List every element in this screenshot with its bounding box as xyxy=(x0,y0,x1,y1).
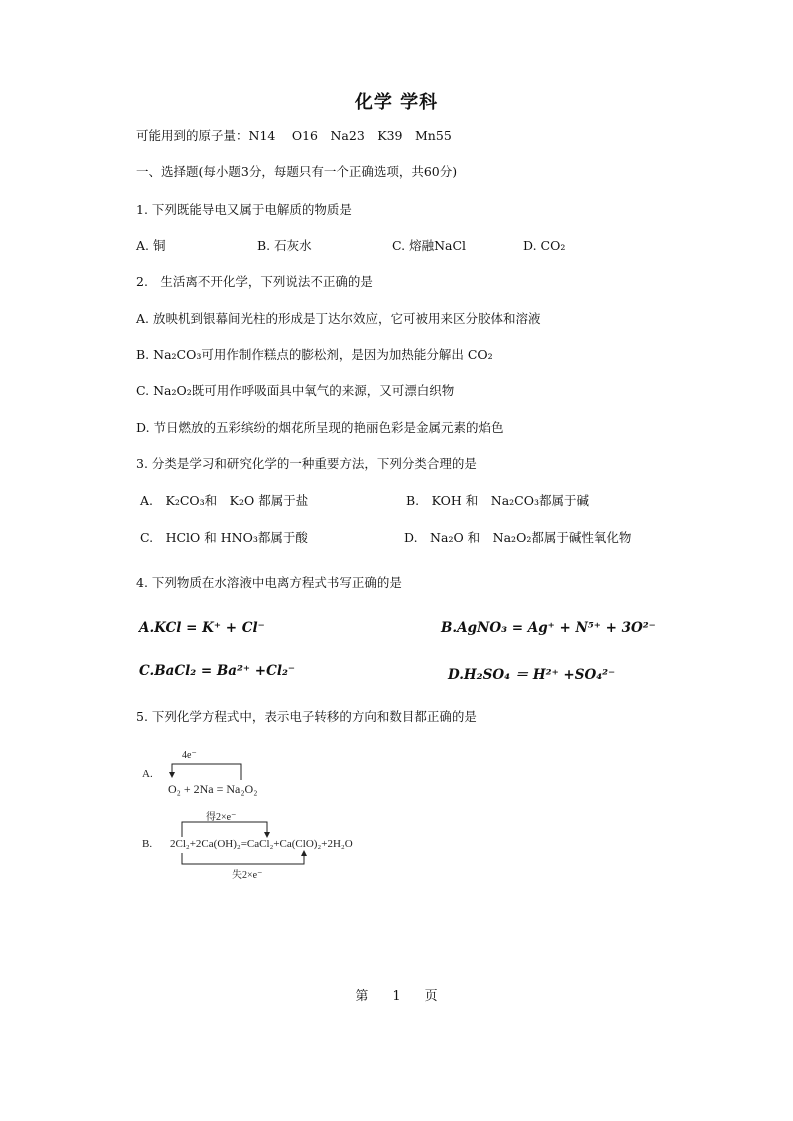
atomic-masses: 可能用到的原子量：N14 O16 Na23 K39 Mn55 xyxy=(136,128,452,143)
q4-option-b: B.AgNO₃ = Ag⁺ + N⁵⁺ + 3O²⁻ xyxy=(441,620,656,636)
q3-option-d: D. Na₂O 和 Na₂O₂都属于碱性氧化物 xyxy=(404,530,632,545)
footer-prefix: 第 xyxy=(355,989,369,1004)
q1-option-d: D. CO₂ xyxy=(523,238,566,253)
q4-stem: 4. 下列物质在水溶液中电离方程式书写正确的是 xyxy=(136,575,402,590)
q4-option-c: C.BaCl₂ = Ba²⁺ +Cl₂⁻ xyxy=(139,663,295,679)
q2-option-b: B. Na₂CO₃可用作制作糕点的膨松剂，是因为加热能分解出 CO₂ xyxy=(136,347,493,362)
q5-b-gain-label: 得2×e⁻ xyxy=(206,812,237,823)
footer-suffix: 页 xyxy=(424,989,438,1004)
q5-b-equation: 2Cl₂+2Ca(OH)₂=CaCl₂+Ca(ClO)₂+2H₂O xyxy=(170,838,353,850)
section-heading: 一、选择题(每小题3分，每题只有一个正确选项，共60分) xyxy=(136,164,458,179)
q5-a-label: A. xyxy=(142,768,153,780)
q5-option-a xyxy=(136,748,296,804)
q2-option-a: A. 放映机到银幕间光柱的形成是丁达尔效应，它可被用来区分胶体和溶液 xyxy=(136,311,541,326)
q1-stem: 1. 下列既能导电又属于电解质的物质是 xyxy=(136,202,352,217)
q3-option-a: A. K₂CO₃和 K₂O 都属于盐 xyxy=(140,493,309,508)
q4-option-a: A.KCl = K⁺ + Cl⁻ xyxy=(139,620,265,636)
q5-b-loss-label: 失2×e⁻ xyxy=(232,870,263,881)
page-number: 1 xyxy=(392,989,401,1004)
q4-option-d: D.H₂SO₄ ＝ H²⁺ +SO₄²⁻ xyxy=(448,667,616,683)
q2-stem: 2. 生活离不开化学，下列说法不正确的是 xyxy=(136,274,373,289)
q5-option-b xyxy=(136,806,376,881)
q3-stem: 3. 分类是学习和研究化学的一种重要方法，下列分类合理的是 xyxy=(136,456,477,471)
q2-option-d: D. 节日燃放的五彩缤纷的烟花所呈现的艳丽色彩是金属元素的焰色 xyxy=(136,420,504,435)
q5-stem: 5. 下列化学方程式中，表示电子转移的方向和数目都正确的是 xyxy=(136,709,477,724)
q1-option-b: B. 石灰水 xyxy=(257,238,312,253)
q2-option-c: C. Na₂O₂既可用作呼吸面具中氧气的来源，又可漂白织物 xyxy=(136,383,455,398)
q5-b-label: B. xyxy=(142,838,153,850)
page-footer xyxy=(0,985,793,1004)
page-title: 化学 学科 xyxy=(354,92,439,113)
q3-option-b: B. KOH 和 Na₂CO₃都属于碱 xyxy=(406,493,590,508)
q3-option-c: C. HClO 和 HNO₃都属于酸 xyxy=(140,530,308,545)
q5-a-electrons: 4e⁻ xyxy=(182,750,197,761)
q5-a-equation: O₂ + 2Na = Na₂O₂ xyxy=(168,782,258,796)
q1-option-a: A. 铜 xyxy=(136,238,166,253)
q1-option-c: C. 熔融NaCl xyxy=(392,238,467,253)
